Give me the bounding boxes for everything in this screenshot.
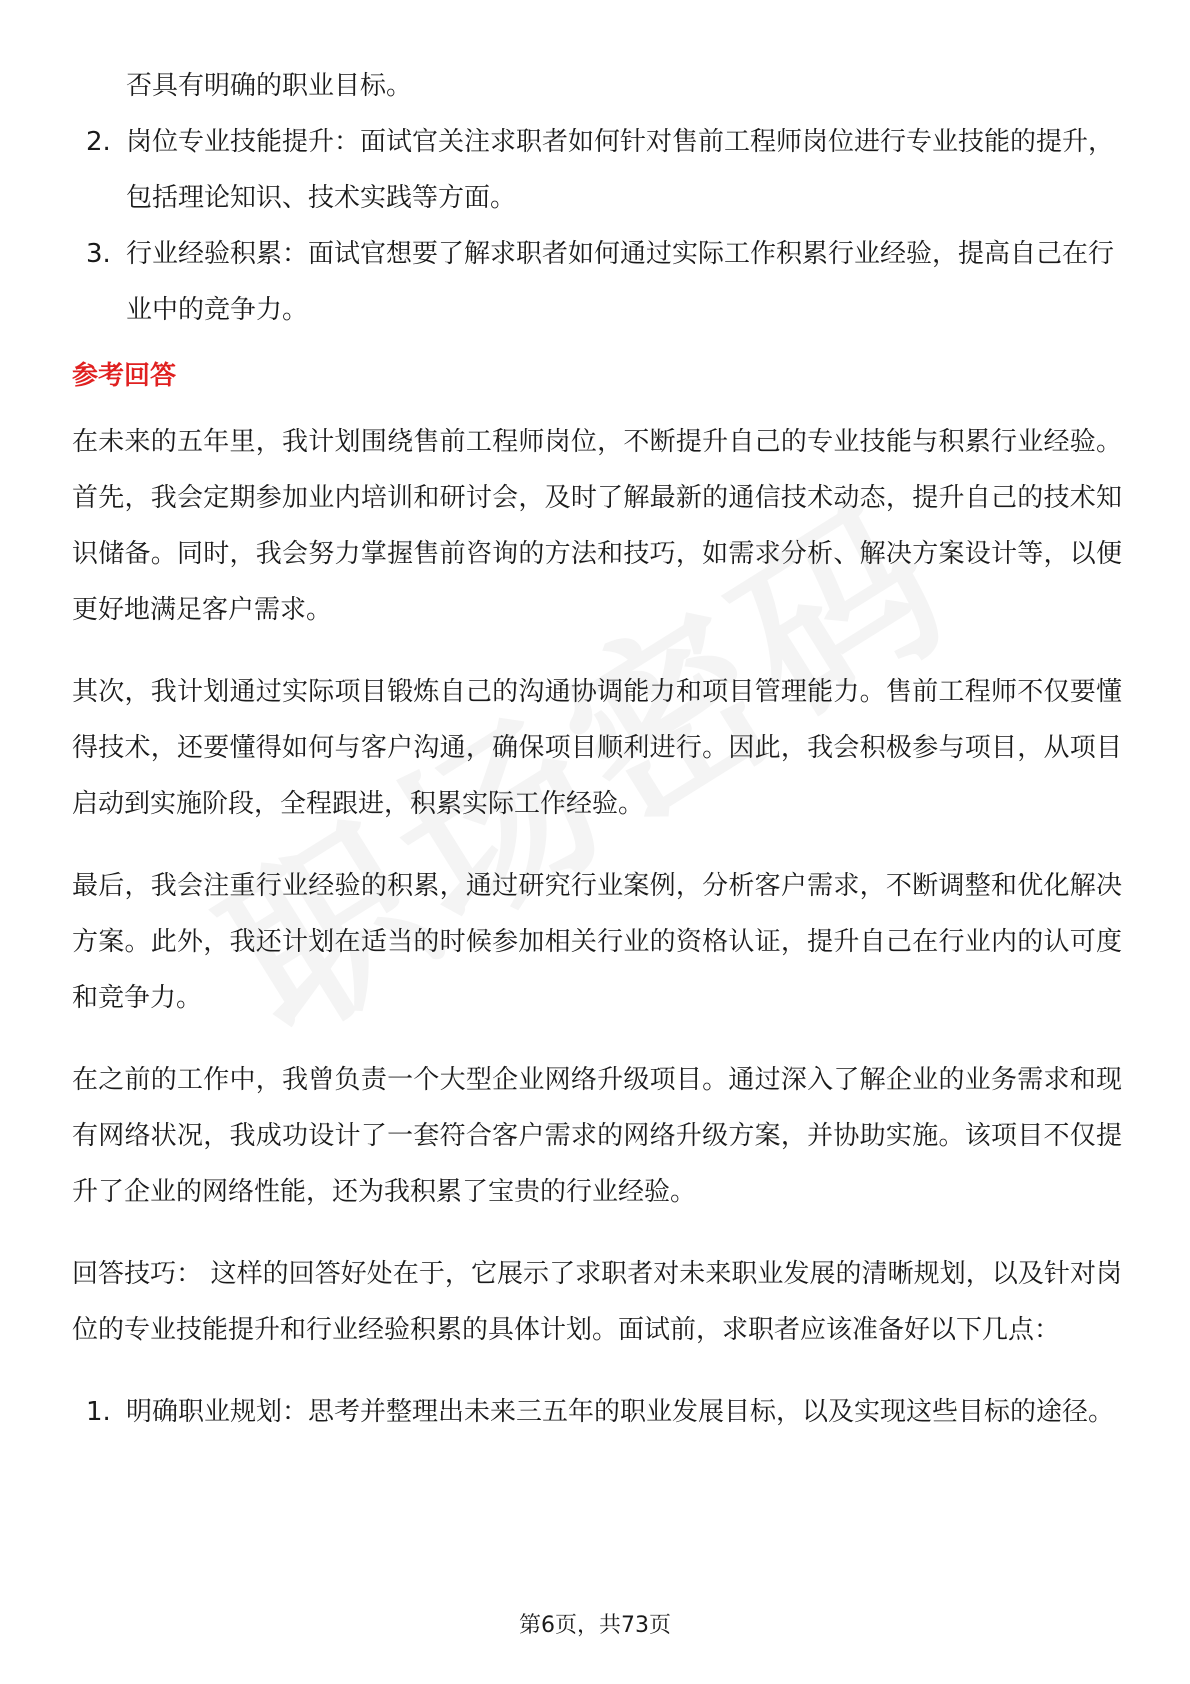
page-content xyxy=(72,58,1122,1440)
paragraph: 在未来的五年里，我计划围绕售前工程师岗位，不断提升自己的专业技能与积累行业经验。首先，我会定期参加业内培训和研讨会，及时了解最新的通信技术动态，提升自己的技术知识储备。同时，我会努力掌握售前咨询的方法和技巧，如需求分析、解决方案设计等，以便更好地满足客户需求。 xyxy=(72,427,1122,625)
paragraph: 最后，我会注重行业经验的积累，通过研究行业案例，分析客户需求，不断调整和优化解决方案。此外，我还计划在适当的时候参加相关行业的资格认证，提升自己在行业内的认可度和竞争力。 xyxy=(72,871,1122,1013)
paragraph: 其次，我计划通过实际项目锻炼自己的沟通协调能力和项目管理能力。售前工程师不仅要懂得技术，还要懂得如何与客户沟通，确保项目顺利进行。因此，我会积极参与项目，从项目启动到实施阶段，全程跟进，积累实际工作经验。 xyxy=(72,677,1122,819)
list-item xyxy=(72,114,1122,226)
list-item xyxy=(72,1384,1122,1440)
list-number: 1. xyxy=(86,1397,111,1427)
intro-continuation: 否具有明确的职业目标。 xyxy=(126,71,413,101)
list-item xyxy=(72,226,1122,338)
list-item-text: 岗位专业技能提升：面试官关注求职者如何针对售前工程师岗位进行专业技能的提升，包括理论知识、技术实践等方面。 xyxy=(126,127,1115,213)
section-title: 参考回答 xyxy=(72,361,177,391)
paragraph: 回答技巧： 这样的回答好处在于，它展示了求职者对未来职业发展的清晰规划，以及针对岗位的专业技能提升和行业经验积累的具体计划。面试前，求职者应该准备好以下几点： xyxy=(72,1259,1122,1345)
list-number: 3. xyxy=(86,239,111,269)
paragraph: 在之前的工作中，我曾负责一个大型企业网络升级项目。通过深入了解企业的业务需求和现有网络状况，我成功设计了一套符合客户需求的网络升级方案，并协助实施。该项目不仅提升了企业的网络性能，还为我积累了宝贵的行业经验。 xyxy=(72,1065,1122,1207)
list-number: 2. xyxy=(86,127,111,157)
bottom-numbered-list xyxy=(72,1384,1122,1440)
list-item-text: 明确职业规划：思考并整理出未来三五年的职业发展目标，以及实现这些目标的途径。 xyxy=(126,1397,1115,1427)
list-item-text: 行业经验积累：面试官想要了解求职者如何通过实际工作积累行业经验，提高自己在行业中的竞争力。 xyxy=(126,239,1115,325)
top-numbered-list xyxy=(72,114,1122,338)
page-footer: 第6页，共73页 xyxy=(519,1613,671,1638)
